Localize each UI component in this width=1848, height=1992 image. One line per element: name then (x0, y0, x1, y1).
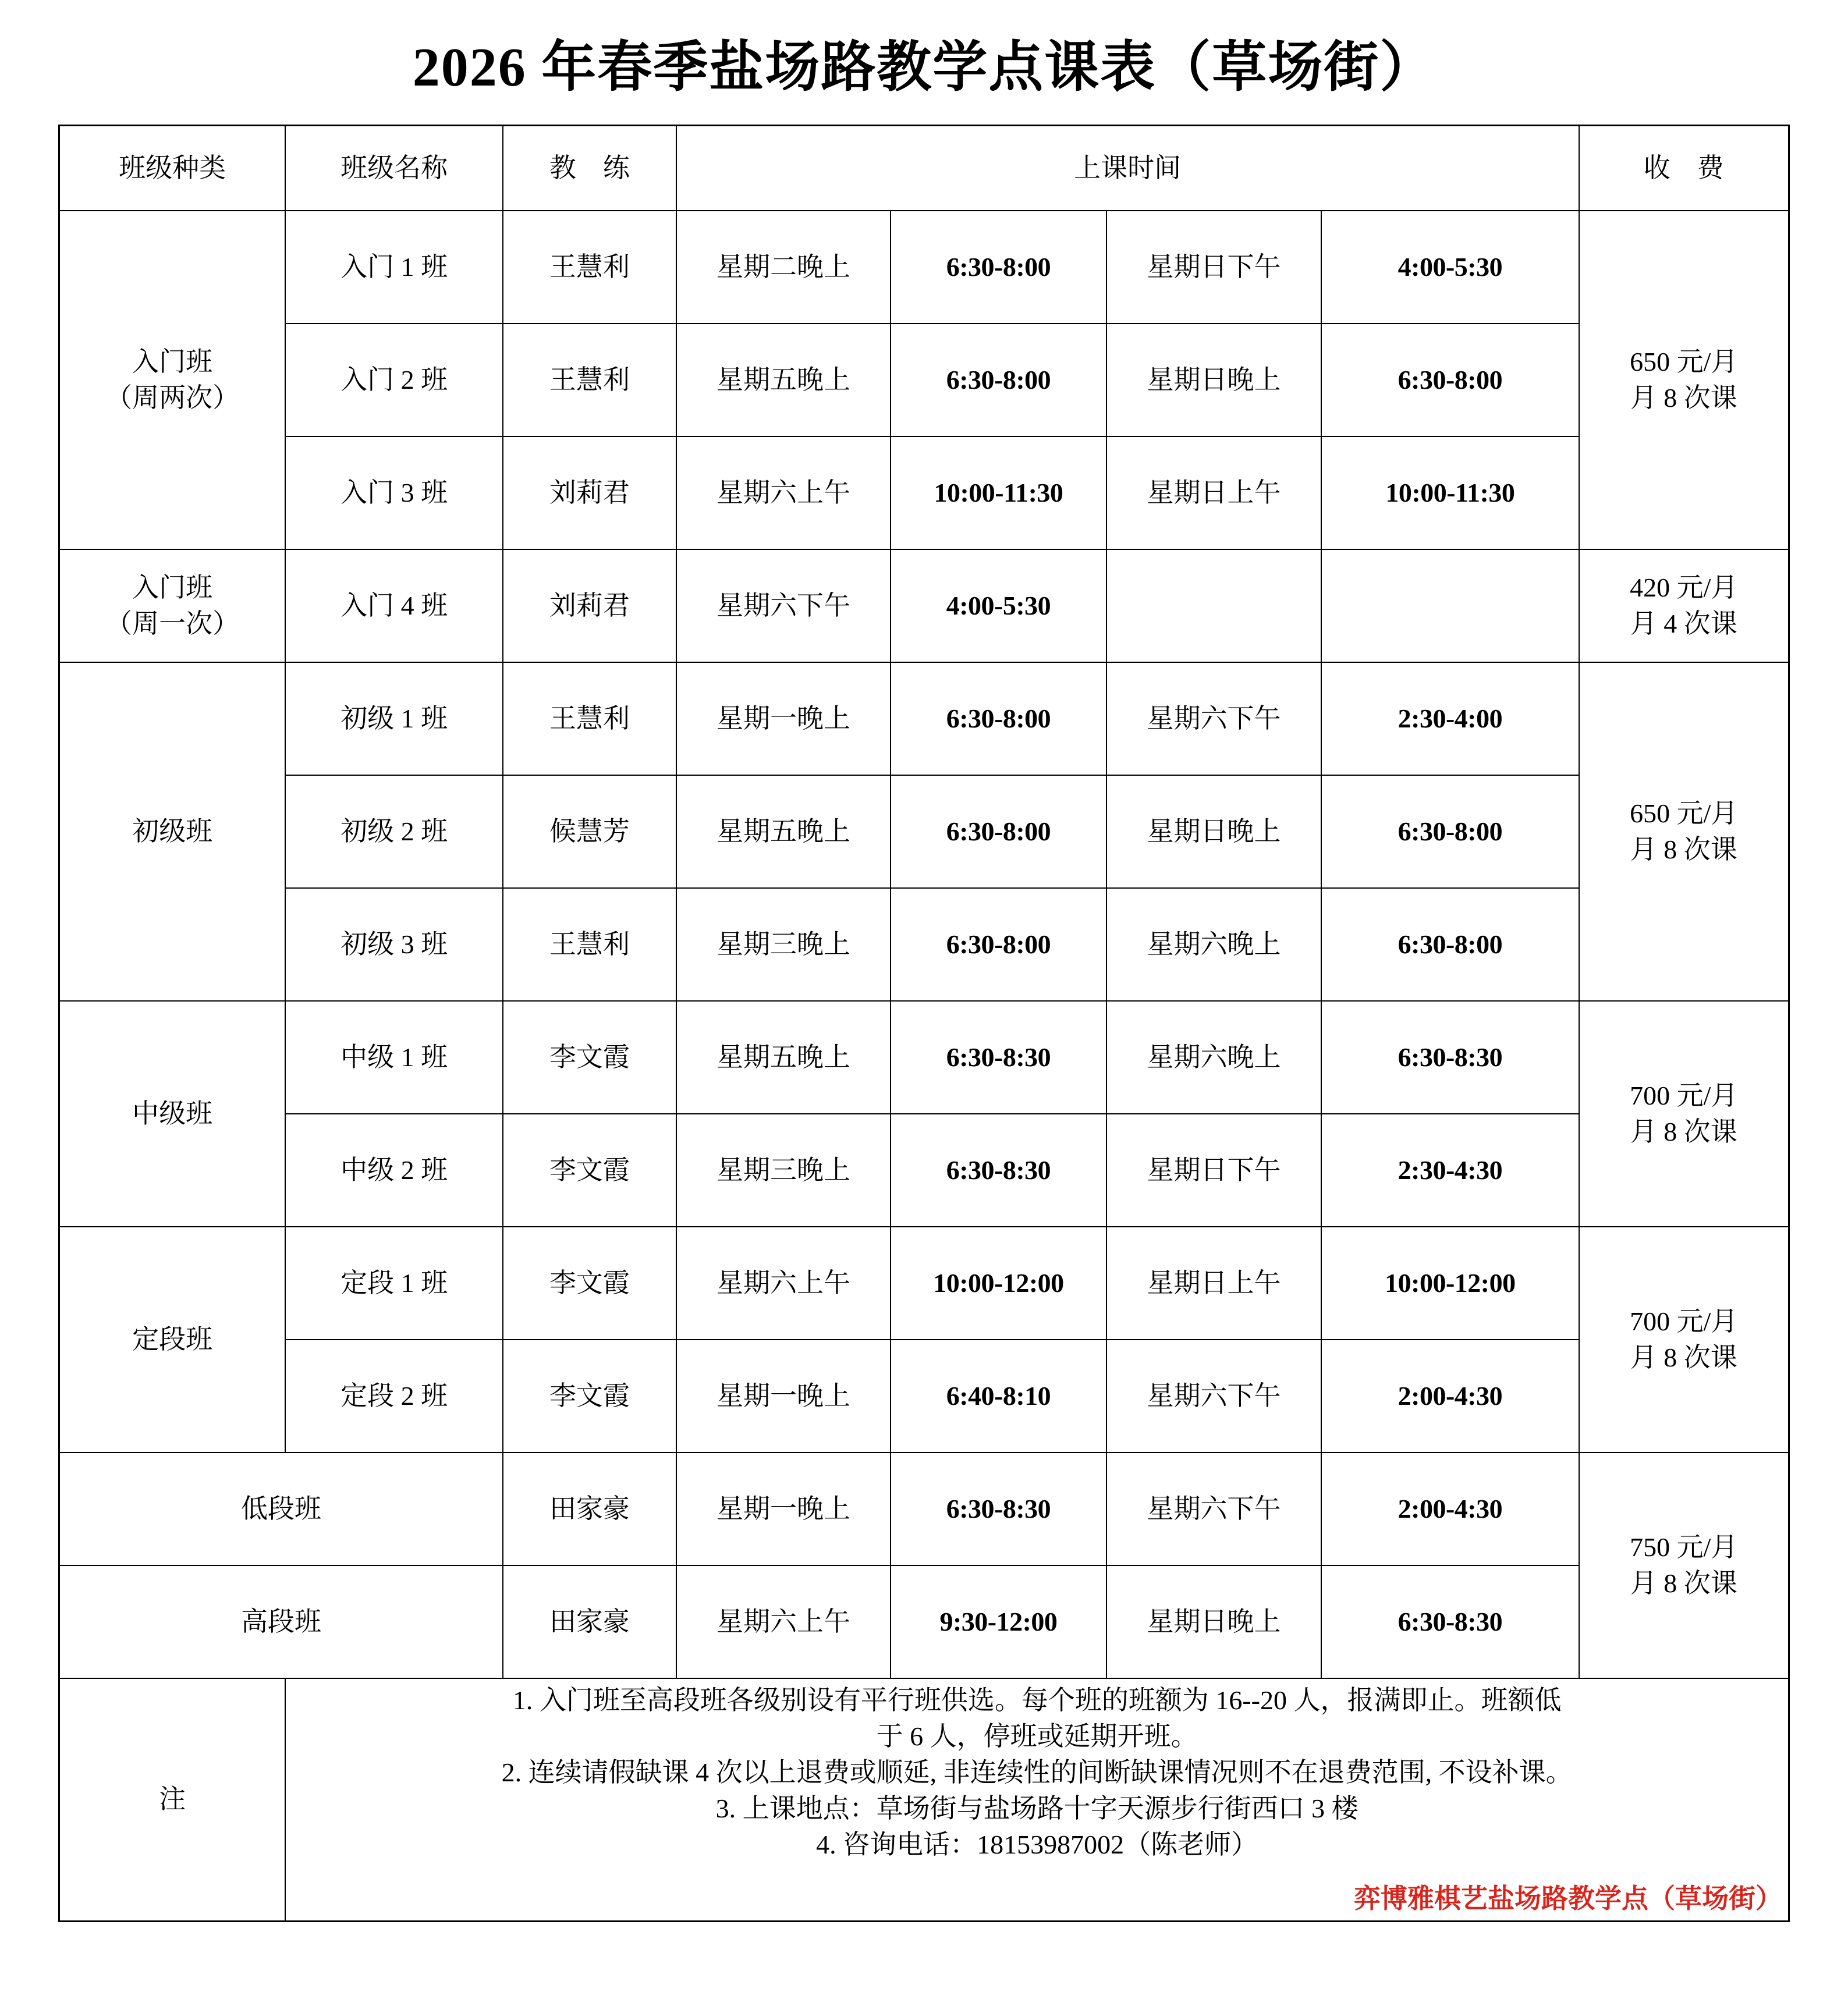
fee-amount: 650 元/月 (1630, 347, 1738, 377)
coach-name: 王慧利 (503, 662, 676, 775)
class-day-1: 星期三晚上 (676, 1114, 891, 1227)
class-day-1: 星期六上午 (676, 1227, 891, 1340)
class-name: 定段 2 班 (285, 1340, 503, 1453)
class-day-2: 星期日晚上 (1106, 324, 1321, 436)
class-time-2: 6:30-8:00 (1321, 324, 1579, 436)
class-time-2: 10:00-12:00 (1321, 1227, 1579, 1340)
class-time-1: 6:30-8:30 (891, 1114, 1106, 1227)
class-day-2: 星期日晚上 (1106, 775, 1321, 888)
group-category-0 (59, 211, 286, 549)
header-class-time: 上课时间 (676, 126, 1579, 211)
table-row (59, 1227, 1789, 1340)
coach-name: 李文霞 (503, 1227, 676, 1340)
class-day-2 (1106, 549, 1321, 662)
group-category-line1: 入门班 (132, 573, 213, 602)
table-row (59, 662, 1789, 775)
class-time-2: 2:30-4:30 (1321, 1114, 1579, 1227)
class-day-1: 星期五晚上 (676, 324, 891, 436)
header-fee: 收 费 (1579, 126, 1789, 211)
class-day-2: 星期六下午 (1106, 1453, 1321, 1565)
class-time-1: 6:30-8:30 (891, 1453, 1106, 1565)
fee-amount: 700 元/月 (1630, 1306, 1738, 1336)
group-category-3: 中级班 (59, 1001, 286, 1227)
class-time-1: 10:00-12:00 (891, 1227, 1106, 1340)
fee-count: 月 4 次课 (1630, 609, 1737, 639)
group-category-2: 初级班 (59, 662, 286, 1001)
table-row (59, 1453, 1789, 1565)
header-class-name: 班级名称 (285, 126, 503, 211)
class-time-2: 2:00-4:30 (1321, 1340, 1579, 1453)
class-day-1: 星期六上午 (676, 1565, 891, 1678)
fee-count: 月 8 次课 (1630, 1568, 1737, 1599)
class-name: 入门 2 班 (285, 324, 503, 436)
group-fee-4 (1579, 1227, 1789, 1453)
fee-count: 月 8 次课 (1630, 1343, 1737, 1373)
class-time-1: 4:00-5:30 (891, 549, 1106, 662)
group-category-line1: 入门班 (132, 347, 213, 377)
class-day-2: 星期日上午 (1106, 1227, 1321, 1340)
note-line-3: 3. 上课地点：草场街与盐场路十字天源步行街西口 3 楼 (715, 1794, 1358, 1824)
note-line-1b: 于 6 人，停班或延期开班。 (876, 1721, 1198, 1752)
class-day-2: 星期日下午 (1106, 211, 1321, 324)
coach-name: 刘莉君 (503, 436, 676, 549)
table-row (59, 1340, 1789, 1453)
page-title: 2026 年春季盐场路教学点课表（草场街） (412, 37, 1436, 98)
table-row (59, 1565, 1789, 1678)
fee-count: 月 8 次课 (1630, 383, 1737, 413)
class-time-2: 2:30-4:00 (1321, 662, 1579, 775)
header-category: 班级种类 (59, 126, 286, 211)
class-name: 入门 3 班 (285, 436, 503, 549)
table-row (59, 888, 1789, 1001)
class-day-1: 星期五晚上 (676, 1001, 891, 1114)
class-time-1: 6:30-8:00 (891, 324, 1106, 436)
class-time-2: 6:30-8:00 (1321, 888, 1579, 1001)
fee-count: 月 8 次课 (1630, 1117, 1737, 1147)
class-day-1: 星期一晚上 (676, 1340, 891, 1453)
group-fee-3 (1579, 1001, 1789, 1227)
class-day-2: 星期六下午 (1106, 1340, 1321, 1453)
table-row (59, 211, 1789, 324)
fee-amount: 700 元/月 (1630, 1081, 1738, 1110)
class-day-1: 星期三晚上 (676, 888, 891, 1001)
class-day-1: 星期一晚上 (676, 1453, 891, 1565)
class-time-2 (1321, 549, 1579, 662)
coach-name: 王慧利 (503, 324, 676, 436)
table-row (59, 436, 1789, 549)
class-name: 中级 1 班 (285, 1001, 503, 1114)
class-time-2: 6:30-8:30 (1321, 1001, 1579, 1114)
coach-name: 田家豪 (503, 1453, 676, 1565)
class-time-1: 6:30-8:00 (891, 662, 1106, 775)
coach-name: 田家豪 (503, 1565, 676, 1678)
class-day-2: 星期日晚上 (1106, 1565, 1321, 1678)
class-time-1: 6:40-8:10 (891, 1340, 1106, 1453)
class-time-2: 6:30-8:00 (1321, 775, 1579, 888)
class-time-1: 9:30-12:00 (891, 1565, 1106, 1678)
class-name: 初级 1 班 (285, 662, 503, 775)
class-day-2: 星期六晚上 (1106, 888, 1321, 1001)
table-row (59, 775, 1789, 888)
organization-stamp: 弈博雅棋艺盐场路教学点（草场街） (1354, 1883, 1782, 1913)
fee-amount: 750 元/月 (1630, 1532, 1738, 1562)
class-name: 初级 3 班 (285, 888, 503, 1001)
class-name: 初级 2 班 (285, 775, 503, 888)
fee-amount: 650 元/月 (1630, 798, 1738, 828)
fee-amount: 420 元/月 (1630, 573, 1738, 602)
group-category-line2: （周两次） (105, 383, 240, 413)
notes-row (59, 1678, 1789, 1921)
class-time-2: 4:00-5:30 (1321, 211, 1579, 324)
table-row (59, 1114, 1789, 1227)
coach-name: 王慧利 (503, 211, 676, 324)
class-day-2: 星期六晚上 (1106, 1001, 1321, 1114)
class-time-1: 6:30-8:00 (891, 211, 1106, 324)
class-day-1: 星期六下午 (676, 549, 891, 662)
class-day-2: 星期六下午 (1106, 662, 1321, 775)
class-name: 中级 2 班 (285, 1114, 503, 1227)
coach-name: 王慧利 (503, 888, 676, 1001)
class-day-1: 星期一晚上 (676, 662, 891, 775)
class-name: 高段班 (59, 1565, 503, 1678)
table-row (59, 549, 1789, 662)
coach-name: 刘莉君 (503, 549, 676, 662)
group-category-line2: （周一次） (105, 609, 240, 639)
note-line-1: 1. 入门班至高段班各级别设有平行班供选。每个班的班额为 16--20 人，报满即止。班额低 (512, 1685, 1562, 1716)
group-category-4: 定段班 (59, 1227, 286, 1453)
class-time-2: 10:00-11:30 (1321, 436, 1579, 549)
note-line-4: 4. 咨询电话：18153987002（陈老师） (816, 1830, 1258, 1860)
class-name: 定段 1 班 (285, 1227, 503, 1340)
fee-count: 月 8 次课 (1630, 835, 1737, 865)
class-name: 入门 4 班 (285, 549, 503, 662)
class-name: 低段班 (59, 1453, 503, 1565)
table-row (59, 1001, 1789, 1114)
table-row (59, 324, 1789, 436)
class-time-1: 6:30-8:00 (891, 775, 1106, 888)
class-time-1: 6:30-8:30 (891, 1001, 1106, 1114)
group-fee-merged (1579, 1453, 1789, 1678)
table-header-row (59, 126, 1789, 211)
class-schedule-table (58, 125, 1790, 1922)
group-fee-1 (1579, 549, 1789, 662)
coach-name: 李文霞 (503, 1340, 676, 1453)
header-coach: 教 练 (503, 126, 676, 211)
notes-content (285, 1678, 1789, 1921)
class-time-1: 10:00-11:30 (891, 436, 1106, 549)
class-day-1: 星期五晚上 (676, 775, 891, 888)
notes-label: 注 (59, 1678, 286, 1921)
class-day-2: 星期日上午 (1106, 436, 1321, 549)
coach-name: 李文霞 (503, 1001, 676, 1114)
class-time-1: 6:30-8:00 (891, 888, 1106, 1001)
class-time-2: 2:00-4:30 (1321, 1453, 1579, 1565)
group-fee-0 (1579, 211, 1789, 549)
group-category-1 (59, 549, 286, 662)
note-line-2: 2. 连续请假缺课 4 次以上退费或顺延, 非连续性的间断缺课情况则不在退费范围, 不设补课。 (501, 1757, 1573, 1788)
coach-name: 李文霞 (503, 1114, 676, 1227)
coach-name: 候慧芳 (503, 775, 676, 888)
class-time-2: 6:30-8:30 (1321, 1565, 1579, 1678)
class-day-2: 星期日下午 (1106, 1114, 1321, 1227)
class-name: 入门 1 班 (285, 211, 503, 324)
class-day-1: 星期六上午 (676, 436, 891, 549)
class-day-1: 星期二晚上 (676, 211, 891, 324)
group-fee-2 (1579, 662, 1789, 1001)
